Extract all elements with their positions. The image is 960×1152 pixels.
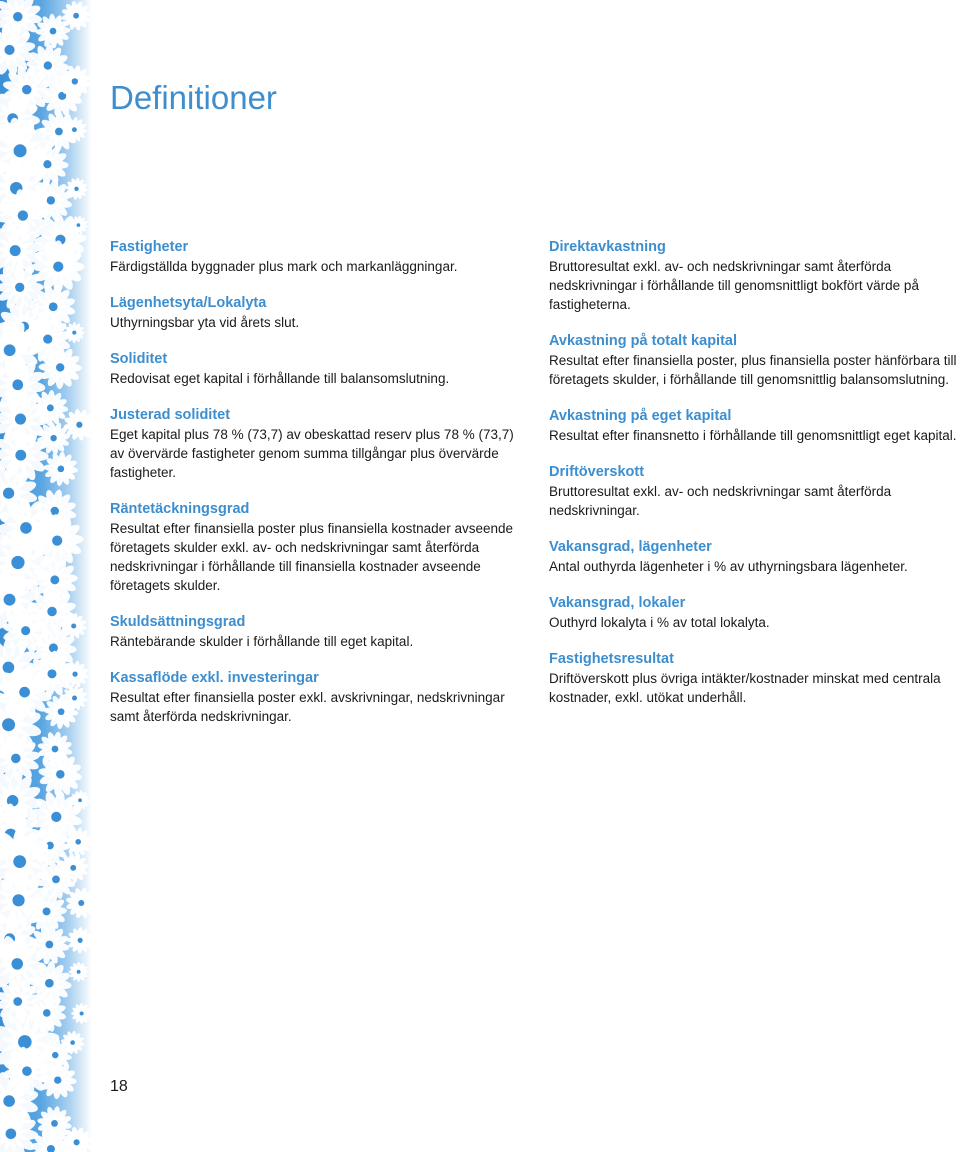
daisy-flower-icon xyxy=(43,451,78,486)
definition-term: Direktavkastning xyxy=(549,239,666,255)
definition-text: Bruttoresultat exkl. av- och nedskrivningar samt återförda nedskrivningar. xyxy=(549,484,892,518)
definition-item xyxy=(549,238,959,314)
definition-term: Vakansgrad, lokaler xyxy=(549,595,686,611)
definition-text: Uthyrningsbar yta vid årets slut. xyxy=(110,315,300,330)
definition-item xyxy=(549,463,959,520)
daisy-flower-icon xyxy=(64,322,85,343)
definition-term: Räntetäckningsgrad xyxy=(110,501,250,517)
definition-term: Justerad soliditet xyxy=(110,407,231,423)
definition-text: Redovisat eget kapital i förhållande till balansomslutning. xyxy=(110,371,450,386)
definition-text: Resultat efter finansiella poster, plus finansiella poster hänförbara till företagets skulder, i förhållande till genomsnittlig balansomslutning. xyxy=(549,353,957,387)
definition-item xyxy=(110,406,530,482)
definition-term: Kassaflöde exkl. investeringar xyxy=(110,670,319,686)
left-definitions-column xyxy=(110,238,530,744)
definition-term: Lägenhetsyta/Lokalyta xyxy=(110,295,267,311)
page-title: Definitioner xyxy=(110,79,277,116)
daisy-flower-icon xyxy=(61,1,91,31)
definition-text: Antal outhyrda lägenheter i % av uthyrningsbara lägenheter. xyxy=(549,559,908,574)
daisy-flower-icon xyxy=(67,927,92,953)
definition-item xyxy=(110,238,530,276)
definition-term: Fastigheter xyxy=(110,239,189,255)
definition-term: Driftöverskott xyxy=(549,464,645,480)
definition-item xyxy=(110,669,530,726)
definition-item xyxy=(110,500,530,595)
definition-term: Soliditet xyxy=(110,351,168,367)
page-number: 18 xyxy=(110,1078,128,1095)
right-definitions-column xyxy=(549,238,959,725)
definition-item xyxy=(110,613,530,651)
definition-term: Fastighetsresultat xyxy=(549,651,674,667)
definition-term: Vakansgrad, lägenheter xyxy=(549,539,712,555)
definition-text: Bruttoresultat exkl. av- och nedskrivningar samt återförda nedskrivningar i förhållande till genomsnittligt bokfört värde på fastigheterna. xyxy=(549,259,919,312)
definition-term: Skuldsättningsgrad xyxy=(110,614,246,630)
definition-item xyxy=(549,332,959,389)
daisy-flower-icon xyxy=(0,0,92,1152)
definition-text: Driftöverskott plus övriga intäkter/kostnader minskat med centrala kostnader, exkl. utökat underhåll. xyxy=(549,671,941,705)
definition-item xyxy=(549,407,959,445)
floral-border xyxy=(0,0,92,1152)
definition-item xyxy=(110,350,530,388)
definition-text: Resultat efter finansiella poster plus finansiella kostnader avseende företagets skulder exkl. av- och nedskrivningar samt återförda nedskrivningar i förhållande till finansiella kostnader avseende företagets skulder. xyxy=(110,521,513,593)
definition-term: Avkastning på eget kapital xyxy=(549,408,732,424)
definition-item xyxy=(110,294,530,332)
definition-item xyxy=(549,538,959,576)
daisy-flower-icon xyxy=(71,1003,92,1024)
definition-text: Resultat efter finansiella poster exkl. avskrivningar, nedskrivningar samt återförda nedskrivningar. xyxy=(110,690,505,724)
definition-text: Resultat efter finansnetto i förhållande till genomsnittligt eget kapital. xyxy=(549,428,957,443)
definition-item xyxy=(549,650,959,707)
definition-text: Eget kapital plus 78 % (73,7) av obeskattad reserv plus 78 % (73,7) av övervärde fastigheter genom summa tillgångar plus övervärde fastigheter. xyxy=(110,427,514,480)
definition-text: Räntebärande skulder i förhållande till eget kapital. xyxy=(110,634,414,649)
definition-text: Outhyrd lokalyta i % av total lokalyta. xyxy=(549,615,770,630)
definition-item xyxy=(549,594,959,632)
definition-term: Avkastning på totalt kapital xyxy=(549,333,737,349)
daisy-flower-icon xyxy=(69,962,89,982)
definition-text: Färdigställda byggnader plus mark och markanläggningar. xyxy=(110,259,458,274)
